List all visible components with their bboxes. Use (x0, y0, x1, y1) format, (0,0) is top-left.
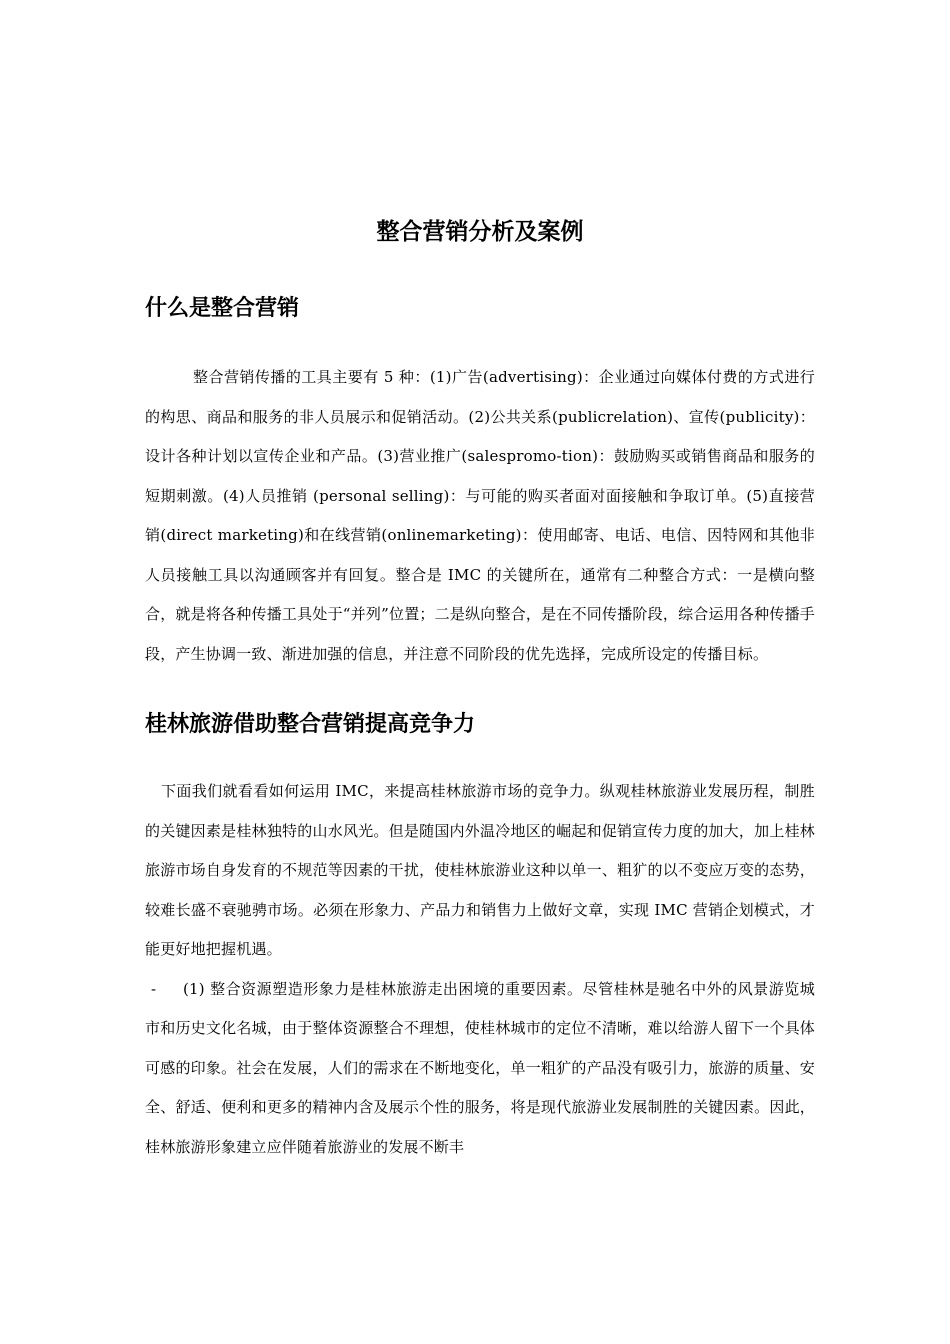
paragraph-imc-tools: 整合营销传播的工具主要有 5 种：(1)广告(advertising)：企业通过向媒体付费的方式进行的构思、商品和服务的非人员展示和促销活动。(2)公共关系(publicrelation)、宣传(publicity)：设计各种计划以宣传企业和产品。(3)营业推广(salespromo-tion)：鼓励购买或销售商品和服务的短期刺激。(4)人员推销 (personal selling)：与可能的购买者面对面接触和争取订单。(5)直接营销(direct marketing)和在线营销(onlinemarketing)：使用邮寄、电话、电信、因特网和其他非人员接触工具以沟通顾客并有回复。整合是 IMC 的关键所在，通常有二种整合方式：一是横向整合，就是将各种传播工具处于“并列”位置；二是纵向整合，是在不同传播阶段，综合运用各种传播手段，产生协调一致、渐进加强的信息，并注意不同阶段的优先选择，完成所设定的传播目标。 (145, 368, 815, 663)
section-heading-guilin-tourism: 桂林旅游借助整合营销提高竞争力 (145, 711, 476, 737)
list-item (145, 970, 815, 1168)
document-title: 整合营销分析及案例 (376, 218, 584, 245)
paragraph-guilin-intro: 下面我们就看看如何运用 IMC，来提高桂林旅游市场的竞争力。纵观桂林旅游业发展历程，制胜的关键因素是桂林独特的山水风光。但是随国内外温冷地区的崛起和促销宣传力度的加大，加上桂林旅游市场自身发育的不规范等因素的干扰，使桂林旅游业这种以单一、粗犷的以不变应万变的态势，较难长盛不衰驰骋市场。必须在形象力、产品力和销售力上做好文章，实现 IMC 营销企划模式，才能更好地把握机遇。 (145, 782, 815, 958)
section-heading-what-is-imc: 什么是整合营销 (145, 295, 300, 321)
document-body (145, 212, 815, 1167)
list-bullet: - (151, 979, 157, 998)
list-item-text: (1) 整合资源塑造形象力是桂林旅游走出困境的重要因素。尽管桂林是驰名中外的风景游览城市和历史文化名城，由于整体资源整合不理想，使桂林城市的定位不清晰，难以给游人留下一个具体可感的印象。社会在发展，人们的需求在不断地变化，单一粗犷的产品没有吸引力，旅游的质量、安全、舒适、便利和更多的精神内含及展示个性的服务，将是现代旅游业发展制胜的关键因素。因此，桂林旅游形象建立应伴随着旅游业的发展不断丰 (145, 979, 815, 1156)
